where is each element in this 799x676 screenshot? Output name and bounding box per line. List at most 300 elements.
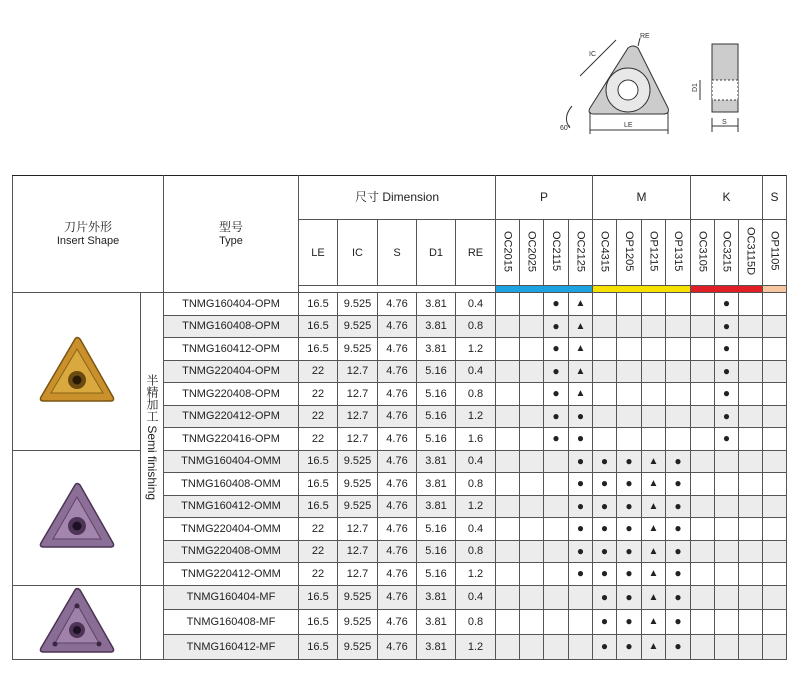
ic-cell: 9.525: [338, 634, 378, 659]
insert-dimension-diagram: [0, 0, 799, 175]
re-cell: 0.4: [456, 518, 496, 541]
grade-header: OC2015: [496, 220, 520, 286]
le-cell: 22: [299, 360, 338, 383]
dot-mark-icon: ●: [722, 386, 731, 401]
grade-mark-cell: [715, 585, 739, 610]
grade-mark-cell: [544, 473, 569, 496]
grade-mark-cell: [666, 610, 691, 635]
grade-mark-cell: [691, 338, 715, 361]
grade-mark-cell: [642, 540, 666, 563]
grade-mark-cell: [763, 360, 787, 383]
grade-mark-cell: [593, 563, 617, 586]
dot-mark-icon: ●: [552, 386, 560, 401]
grade-mark-cell: [642, 360, 666, 383]
grade-mark-cell: [715, 450, 739, 473]
grade-mark-cell: [520, 610, 544, 635]
grade-mark-cell: [642, 383, 666, 406]
re-label: RE: [640, 33, 650, 40]
d1-cell: 3.81: [417, 495, 456, 518]
grade-mark-cell: [642, 610, 666, 635]
triangle-mark-icon: ▲: [575, 388, 586, 400]
grade-mark-cell: [496, 585, 520, 610]
grade-mark-cell: [691, 383, 715, 406]
table-row: [13, 450, 787, 473]
grade-mark-cell: [569, 634, 593, 659]
s-cell: 4.76: [378, 293, 417, 316]
ic-cell: 9.525: [338, 473, 378, 496]
grade-mark-cell: [496, 360, 520, 383]
grade-mark-cell: [691, 450, 715, 473]
type-cell: TNMG220412-OMM: [164, 563, 299, 586]
le-cell: 16.5: [299, 495, 338, 518]
re-cell: 0.4: [456, 585, 496, 610]
grade-mark-cell: [739, 518, 763, 541]
le-cell: 22: [299, 518, 338, 541]
ic-cell: 9.525: [338, 450, 378, 473]
gold-triangle-insert-image: [13, 293, 141, 451]
grade-mark-cell: [520, 383, 544, 406]
triangle-mark-icon: ▲: [648, 568, 659, 580]
grade-mark-cell: [617, 315, 642, 338]
grade-header: OC2115: [544, 220, 569, 286]
le-cell: 22: [299, 405, 338, 428]
grade-mark-cell: [617, 293, 642, 316]
triangle-mark-icon: ▲: [575, 298, 586, 310]
triangle-mark-icon: ▲: [648, 591, 659, 603]
le-label: LE: [624, 122, 633, 129]
grade-mark-cell: [569, 610, 593, 635]
dot-mark-icon: ●: [674, 543, 682, 558]
ic-label: IC: [589, 51, 596, 58]
grade-mark-cell: [691, 634, 715, 659]
insert-shape-cn: 刀片外形: [63, 220, 112, 234]
grade-mark-cell: [544, 610, 569, 635]
dot-mark-icon: ●: [600, 476, 609, 491]
le-cell: 16.5: [299, 293, 338, 316]
grade-header: OP1205: [617, 220, 642, 286]
grade-mark-cell: [763, 383, 787, 406]
grade-mark-cell: [739, 360, 763, 383]
s-cell: 4.76: [378, 473, 417, 496]
grade-mark-cell: [496, 450, 520, 473]
type-cell: TNMG220408-OPM: [164, 383, 299, 406]
grade-mark-cell: [666, 383, 691, 406]
type-cell: TNMG160404-OPM: [164, 293, 299, 316]
grade-header: OP1315: [666, 220, 691, 286]
type-cell: TNMG160408-OPM: [164, 315, 299, 338]
insert-shape-header: [13, 176, 164, 293]
triangle-mark-icon: ▲: [575, 320, 586, 332]
grade-mark-cell: [666, 473, 691, 496]
grade-mark-cell: [739, 338, 763, 361]
grade-mark-cell: [496, 540, 520, 563]
angle-label: 60°: [560, 125, 571, 132]
grade-mark-cell: [593, 450, 617, 473]
type-cell: TNMG220408-OMM: [164, 540, 299, 563]
grade-mark-cell: [617, 540, 642, 563]
grade-mark-cell: [739, 634, 763, 659]
grade-mark-cell: [520, 540, 544, 563]
dim-le-header: LE: [299, 220, 338, 286]
dot-mark-icon: ●: [625, 543, 633, 558]
grade-mark-cell: [496, 495, 520, 518]
dot-mark-icon: ●: [576, 498, 585, 513]
s-cell: 4.76: [378, 563, 417, 586]
grade-mark-cell: [666, 634, 691, 659]
grade-mark-cell: [642, 563, 666, 586]
re-cell: 0.4: [456, 450, 496, 473]
grade-mark-cell: [593, 495, 617, 518]
grade-mark-cell: [544, 360, 569, 383]
s-cell: 4.76: [378, 610, 417, 635]
le-cell: 16.5: [299, 450, 338, 473]
grade-mark-cell: [569, 293, 593, 316]
grade-mark-cell: [617, 610, 642, 635]
insert-spec-table: [12, 175, 787, 660]
grade-mark-cell: [715, 405, 739, 428]
s-cell: 4.76: [378, 360, 417, 383]
color-bar-k: [691, 286, 763, 293]
application-label: 半精加工 Semi finishing: [141, 293, 164, 586]
grade-mark-cell: [666, 450, 691, 473]
type-cell: TNMG160408-MF: [164, 610, 299, 635]
re-cell: 0.8: [456, 540, 496, 563]
grade-mark-cell: [593, 405, 617, 428]
type-cell: TNMG160412-OMM: [164, 495, 299, 518]
le-cell: 16.5: [299, 473, 338, 496]
grade-mark-cell: [520, 518, 544, 541]
re-cell: 0.8: [456, 473, 496, 496]
grade-mark-cell: [569, 428, 593, 451]
grade-mark-cell: [763, 473, 787, 496]
ic-cell: 12.7: [338, 540, 378, 563]
grade-mark-cell: [739, 563, 763, 586]
group-k-header: K: [691, 176, 763, 220]
dot-mark-icon: ●: [552, 318, 560, 333]
dot-mark-icon: ●: [600, 566, 609, 581]
dot-mark-icon: ●: [625, 566, 633, 581]
dot-mark-icon: ●: [576, 453, 585, 468]
grade-mark-cell: [666, 315, 691, 338]
dim-d1-header: D1: [417, 220, 456, 286]
ic-cell: 12.7: [338, 563, 378, 586]
le-cell: 22: [299, 428, 338, 451]
ic-cell: 9.525: [338, 293, 378, 316]
group-m-header: M: [593, 176, 691, 220]
dot-mark-icon: ●: [674, 589, 682, 604]
grade-mark-cell: [617, 585, 642, 610]
dot-mark-icon: ●: [552, 296, 560, 311]
grade-mark-cell: [520, 585, 544, 610]
grade-mark-cell: [642, 585, 666, 610]
re-cell: 1.2: [456, 495, 496, 518]
grade-mark-cell: [617, 495, 642, 518]
grade-mark-cell: [642, 338, 666, 361]
grade-mark-cell: [593, 315, 617, 338]
type-cell: TNMG160412-OPM: [164, 338, 299, 361]
grade-mark-cell: [617, 405, 642, 428]
dot-mark-icon: ●: [625, 589, 633, 604]
grade-header: OC3215: [715, 220, 739, 286]
dot-mark-icon: ●: [552, 408, 560, 423]
grade-mark-cell: [496, 315, 520, 338]
dim-ic-header: IC: [338, 220, 378, 286]
application-label-empty: [141, 585, 164, 659]
dot-mark-icon: ●: [722, 318, 731, 333]
grade-mark-cell: [715, 473, 739, 496]
table-header: [13, 176, 787, 293]
triangle-mark-icon: ▲: [648, 616, 659, 628]
grade-mark-cell: [544, 383, 569, 406]
grade-mark-cell: [715, 563, 739, 586]
grade-mark-cell: [666, 585, 691, 610]
grade-header: OC4315: [593, 220, 617, 286]
grade-mark-cell: [593, 540, 617, 563]
grade-mark-cell: [569, 495, 593, 518]
grade-mark-cell: [617, 383, 642, 406]
grade-mark-cell: [569, 540, 593, 563]
grade-mark-cell: [691, 610, 715, 635]
re-cell: 1.2: [456, 634, 496, 659]
grade-mark-cell: [617, 634, 642, 659]
s-cell: 4.76: [378, 405, 417, 428]
grade-mark-cell: [569, 563, 593, 586]
d1-cell: 5.16: [417, 428, 456, 451]
type-cell: TNMG160408-OMM: [164, 473, 299, 496]
grade-mark-cell: [666, 293, 691, 316]
ic-cell: 12.7: [338, 360, 378, 383]
grade-mark-cell: [691, 315, 715, 338]
grade-mark-cell: [617, 360, 642, 383]
grade-mark-cell: [763, 405, 787, 428]
d1-cell: 5.16: [417, 540, 456, 563]
grade-mark-cell: [496, 428, 520, 451]
type-cell: TNMG160412-MF: [164, 634, 299, 659]
dot-mark-icon: ●: [674, 453, 682, 468]
grade-mark-cell: [691, 405, 715, 428]
grade-mark-cell: [763, 585, 787, 610]
group-p-header: P: [496, 176, 593, 220]
grade-mark-cell: [617, 428, 642, 451]
ic-cell: 12.7: [338, 518, 378, 541]
grade-mark-cell: [544, 315, 569, 338]
dot-mark-icon: ●: [625, 453, 633, 468]
le-cell: 16.5: [299, 610, 338, 635]
d1-cell: 3.81: [417, 610, 456, 635]
d1-cell: 5.16: [417, 383, 456, 406]
grade-mark-cell: [569, 338, 593, 361]
grade-mark-cell: [739, 585, 763, 610]
type-cell: TNMG160404-MF: [164, 585, 299, 610]
dot-mark-icon: ●: [722, 296, 731, 311]
grade-mark-cell: [763, 518, 787, 541]
grade-mark-cell: [593, 634, 617, 659]
type-en: Type: [219, 235, 243, 247]
ic-cell: 9.525: [338, 315, 378, 338]
grade-mark-cell: [496, 610, 520, 635]
grade-mark-cell: [544, 563, 569, 586]
group-s-header: S: [763, 176, 787, 220]
dot-mark-icon: ●: [600, 614, 609, 629]
grade-mark-cell: [544, 540, 569, 563]
grade-mark-cell: [617, 563, 642, 586]
d1-cell: 5.16: [417, 360, 456, 383]
grade-header: OP1215: [642, 220, 666, 286]
grade-mark-cell: [715, 518, 739, 541]
purple-triangle-insert-mf-image: [13, 585, 141, 659]
grade-mark-cell: [520, 293, 544, 316]
grade-mark-cell: [496, 383, 520, 406]
dot-mark-icon: ●: [600, 543, 609, 558]
triangle-mark-icon: ▲: [648, 641, 659, 653]
grade-mark-cell: [763, 293, 787, 316]
ic-cell: 9.525: [338, 585, 378, 610]
le-cell: 22: [299, 540, 338, 563]
s-cell: 4.76: [378, 338, 417, 361]
triangle-mark-icon: ▲: [648, 523, 659, 535]
grade-mark-cell: [569, 383, 593, 406]
grade-mark-cell: [544, 405, 569, 428]
dot-mark-icon: ●: [625, 639, 633, 654]
grade-mark-cell: [496, 634, 520, 659]
grade-mark-cell: [520, 405, 544, 428]
ic-cell: 9.525: [338, 338, 378, 361]
grade-mark-cell: [544, 634, 569, 659]
grade-mark-cell: [520, 428, 544, 451]
type-cn: 型号: [218, 220, 243, 234]
ic-cell: 12.7: [338, 405, 378, 428]
grade-mark-cell: [520, 360, 544, 383]
dot-mark-icon: ●: [722, 431, 731, 446]
dot-mark-icon: ●: [576, 431, 585, 446]
re-cell: 1.6: [456, 428, 496, 451]
grade-mark-cell: [691, 540, 715, 563]
grade-mark-cell: [642, 634, 666, 659]
grade-mark-cell: [544, 495, 569, 518]
grade-mark-cell: [763, 495, 787, 518]
triangle-mark-icon: ▲: [575, 365, 586, 377]
grade-mark-cell: [715, 383, 739, 406]
grade-mark-cell: [617, 338, 642, 361]
grade-mark-cell: [593, 360, 617, 383]
type-cell: TNMG160404-OMM: [164, 450, 299, 473]
grade-mark-cell: [617, 450, 642, 473]
grade-mark-cell: [739, 315, 763, 338]
grade-mark-cell: [715, 338, 739, 361]
grade-mark-cell: [520, 563, 544, 586]
triangle-top-view: [566, 38, 668, 134]
grade-mark-cell: [642, 293, 666, 316]
dot-mark-icon: ●: [722, 363, 731, 378]
s-cell: 4.76: [378, 383, 417, 406]
grade-mark-cell: [496, 338, 520, 361]
triangle-mark-icon: ▲: [648, 478, 659, 490]
triangle-mark-icon: ▲: [648, 455, 659, 467]
le-cell: 16.5: [299, 315, 338, 338]
grade-mark-cell: [520, 315, 544, 338]
color-bar-s: [763, 286, 787, 293]
grade-mark-cell: [520, 634, 544, 659]
grade-mark-cell: [569, 473, 593, 496]
grade-mark-cell: [715, 293, 739, 316]
dot-mark-icon: ●: [600, 589, 609, 604]
dot-mark-icon: ●: [625, 614, 633, 629]
dot-mark-icon: ●: [552, 431, 560, 446]
grade-mark-cell: [715, 634, 739, 659]
grade-header: OC2125: [569, 220, 593, 286]
dim-re-header: RE: [456, 220, 496, 286]
grade-mark-cell: [739, 383, 763, 406]
dot-mark-icon: ●: [722, 341, 731, 356]
grade-mark-cell: [666, 518, 691, 541]
grade-header: OC2025: [520, 220, 544, 286]
grade-mark-cell: [739, 450, 763, 473]
re-cell: 0.8: [456, 383, 496, 406]
grade-mark-cell: [544, 428, 569, 451]
dot-mark-icon: ●: [625, 521, 633, 536]
grade-mark-cell: [520, 338, 544, 361]
s-cell: 4.76: [378, 540, 417, 563]
triangle-mark-icon: ▲: [648, 545, 659, 557]
grade-mark-cell: [593, 518, 617, 541]
grade-mark-cell: [593, 585, 617, 610]
dot-mark-icon: ●: [600, 639, 609, 654]
d1-cell: 3.81: [417, 315, 456, 338]
grade-mark-cell: [739, 473, 763, 496]
grade-mark-cell: [569, 518, 593, 541]
grade-mark-cell: [691, 585, 715, 610]
d1-cell: 3.81: [417, 634, 456, 659]
table-body: [13, 293, 787, 660]
dot-mark-icon: ●: [576, 543, 585, 558]
grade-mark-cell: [763, 540, 787, 563]
re-cell: 0.8: [456, 610, 496, 635]
grade-mark-cell: [569, 450, 593, 473]
grade-mark-cell: [739, 293, 763, 316]
dot-mark-icon: ●: [674, 639, 682, 654]
grade-mark-cell: [715, 540, 739, 563]
re-cell: 1.2: [456, 563, 496, 586]
grade-mark-cell: [666, 495, 691, 518]
grade-mark-cell: [642, 315, 666, 338]
dot-mark-icon: ●: [552, 341, 560, 356]
grade-mark-cell: [691, 473, 715, 496]
triangle-mark-icon: ▲: [648, 500, 659, 512]
grade-header: OC3115D: [739, 220, 763, 286]
grade-mark-cell: [763, 634, 787, 659]
type-cell: TNMG220412-OPM: [164, 405, 299, 428]
grade-mark-cell: [544, 585, 569, 610]
le-cell: 16.5: [299, 585, 338, 610]
insert-side-view: [700, 44, 738, 132]
table-row: [13, 293, 787, 316]
dot-mark-icon: ●: [625, 476, 633, 491]
s-cell: 4.76: [378, 428, 417, 451]
grade-mark-cell: [715, 610, 739, 635]
s-label: S: [722, 119, 727, 126]
d1-cell: 3.81: [417, 473, 456, 496]
grade-mark-cell: [763, 428, 787, 451]
grade-mark-cell: [520, 495, 544, 518]
grade-mark-cell: [739, 428, 763, 451]
s-cell: 4.76: [378, 518, 417, 541]
ic-cell: 12.7: [338, 428, 378, 451]
dim-s-header: S: [378, 220, 417, 286]
grade-mark-cell: [593, 383, 617, 406]
grade-mark-cell: [691, 518, 715, 541]
grade-mark-cell: [763, 450, 787, 473]
d1-cell: 5.16: [417, 518, 456, 541]
